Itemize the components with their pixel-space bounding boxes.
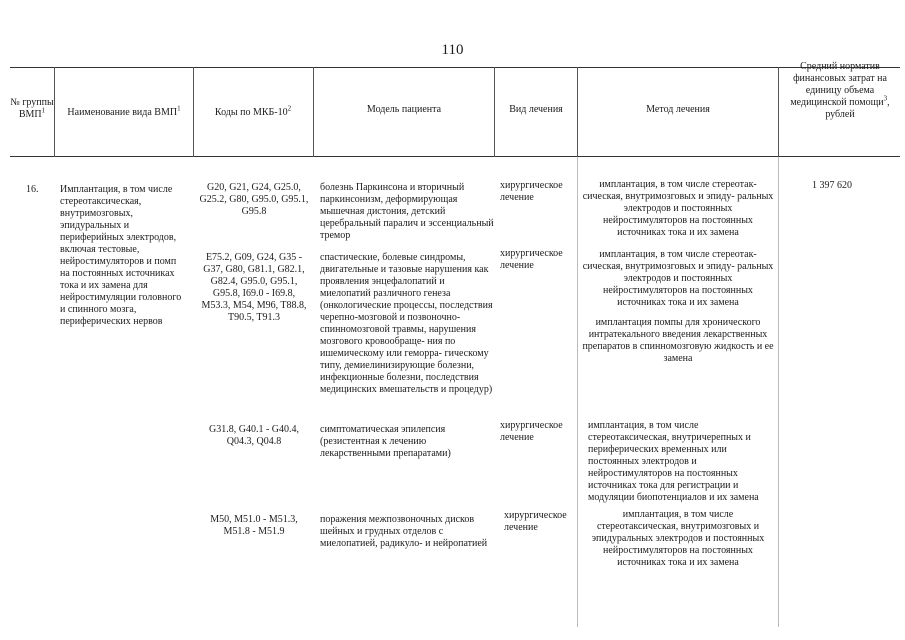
row-2-method: имплантация, в том числе стереотак- сическая, внутримозговых и эпиду- ральных электродов и постоянных нейростимуляторов на постоянных источниках тока и их замена — [582, 249, 774, 308]
group-name: Имплантация, в том числе стереотаксическая, внутримозговых, эпидуральных и периферийных электродов, включая тестовые, нейростимуляторов и помп на постоянных источниках тока и их замена для нейростимуляции головного и спинного мозга, периферических нервов — [60, 184, 182, 327]
row-2-treatment: хирургическое лечение — [500, 248, 563, 271]
footnote-marker: 1 — [177, 104, 181, 113]
col-divider — [778, 67, 779, 157]
footnote-marker: 3 — [883, 94, 888, 103]
header-patient-model: Модель пациента — [366, 104, 442, 115]
row-1-model: болезнь Паркинсона и вторичный паркинсонизм, деформирующая мышечная дистония, детский церебральный паралич и эссенциальный тремор — [320, 182, 494, 241]
row-3-method: имплантация, в том числе стереотаксическая, внутричерепных и периферических временных или постоянных электродов и нейростимуляторов на постоянных источниках тока для регистрации и модуляции биопотенциалов и их замена — [588, 420, 759, 503]
row-4-model: поражения межпозвоночных дисков шейных и грудных отделов с миелопатией, радикуло- и нейропатией — [320, 514, 488, 549]
row-3-treatment: хирургическое лечение — [500, 420, 563, 443]
header-treatment-type: Вид лечения — [509, 104, 563, 115]
footnote-marker: 2 — [287, 104, 292, 113]
footnote-marker: 1 — [41, 106, 46, 115]
header-vmp-name — [56, 104, 192, 119]
header-group-no — [10, 97, 54, 121]
row-2-model: спастические, болевые синдромы, двигательные и тазовые нарушения как проявления энцефалопатий и миелопатий различного генеза (онкологические процессы, последствия черепно-мозговой и позвоночно-спинномозговой травмы, нарушения мозгового кровообраще- ния по ишемическому или геморра- гическому типу, демиелинизирующие болезни, инфекционные болезни, последствия медицинских вмешательств и процедур) — [320, 252, 493, 395]
row-1-method: имплантация, в том числе стереотак- сическая, внутримозговых и эпиду- ральных электродов и постоянных нейростимуляторов на постоянных источниках тока и их замена — [582, 179, 774, 238]
row-2-codes: E75.2, G09, G24, G35 - G37, G80, G81.1, G82.1, G82.4, G95.0, G95.1, G95.8, I69.0 - I69.8, M53.3, M54, M96, T88.8, T90.5, T91.3 — [201, 252, 307, 323]
header-treatment-method: Метод лечения — [646, 104, 710, 115]
row-1-codes: G20, G21, G24, G25.0, G25.2, G80, G95.0, G95.1, G95.8 — [199, 182, 309, 217]
row-4-method: имплантация, в том числе стереотаксическая, внутримозговых и эпидуральных электродов и постоянных нейростимуляторов на постоянных источниках тока и их замена — [591, 509, 765, 568]
header-vmp-name-text: Наименование вида ВМП — [67, 107, 178, 118]
col-divider — [54, 67, 55, 157]
row-3-codes: G31.8, G40.1 - G40.4, Q04.3, Q04.8 — [209, 424, 299, 447]
header-cost-text: Средний норматив финансовых затрат на единицу объема медицинской помощи — [790, 61, 887, 108]
header-cost-suffix: , рублей — [825, 97, 890, 120]
row-4-treatment: хирургическое лечение — [504, 510, 567, 533]
col-divider-body — [778, 157, 779, 627]
group-cost: 1 397 620 — [812, 180, 852, 191]
row-1-treatment: хирургическое лечение — [500, 180, 563, 203]
header-cost — [780, 61, 900, 121]
header-bottom-rule — [10, 156, 900, 157]
col-divider-body — [577, 157, 578, 627]
header-icd-codes — [194, 104, 312, 119]
page-number: 110 — [441, 42, 464, 58]
row-3-model: симптоматическая эпилепсия (резистентная к лечению лекарственными препаратами) — [320, 424, 451, 459]
row-2-method-2: имплантация помпы для хронического интратекального введения лекарственных препаратов в спинномозговую жидкость и ее замена — [582, 317, 774, 364]
header-icd-codes-text: Коды по МКБ-10 — [214, 107, 288, 118]
header-group-no-text: № группы ВМП — [10, 97, 54, 120]
row-4-codes: M50, M51.0 - M51.3, M51.8 - M51.9 — [210, 514, 298, 537]
group-number: 16. — [26, 184, 39, 195]
table-top-rule — [10, 67, 900, 68]
